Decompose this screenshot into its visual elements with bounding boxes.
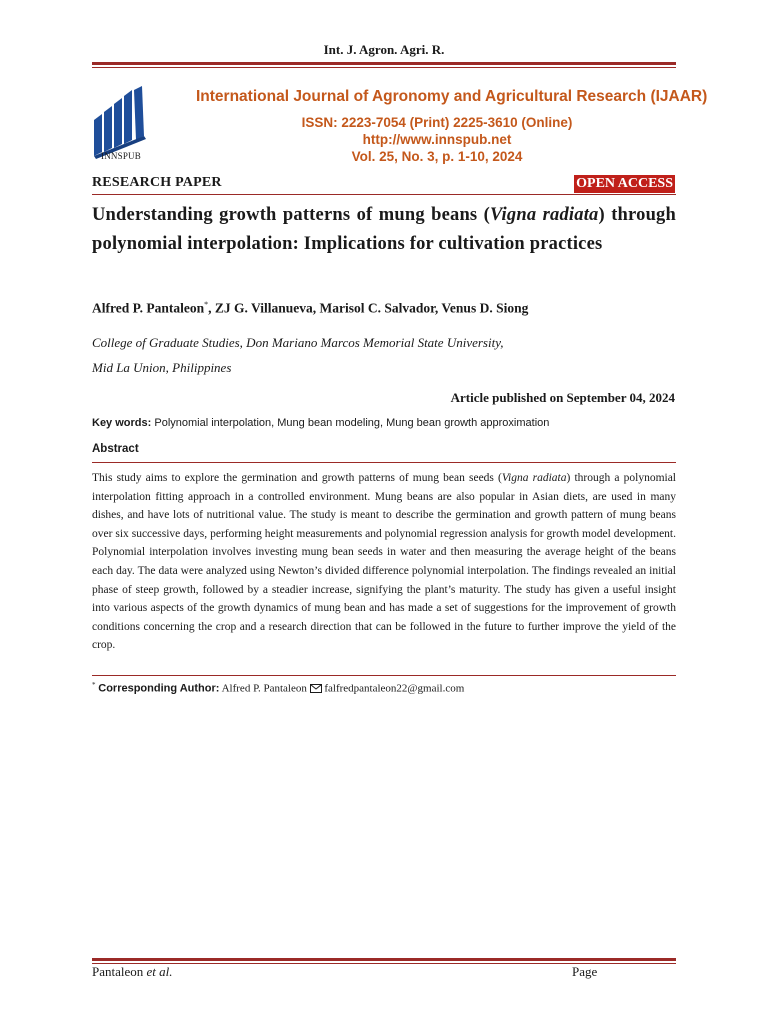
journal-url[interactable]: http://www.innspub.net: [362, 132, 512, 147]
abstract-bottom-rule: [92, 675, 676, 676]
abstract-top-rule: [92, 462, 676, 463]
corresponding-email[interactable]: falfredpantaleon22@gmail.com: [324, 682, 465, 695]
affiliation-line-1: College of Graduate Studies, Don Mariano Marcos Memorial State University,: [92, 335, 504, 350]
paper-title: Understanding growth patterns of mung beans (Vigna radiata) through polynomial interpolation: Implications for cultivation practices: [92, 205, 676, 254]
envelope-icon: [310, 684, 322, 693]
keywords: Key words: Polynomial interpolation, Mung bean modeling, Mung bean growth approximation: [92, 417, 550, 429]
corresponding-mark: *: [204, 300, 209, 309]
corresponding-name: Alfred P. Pantaleon: [221, 682, 307, 695]
footer-author: Pantaleon et al.: [92, 964, 173, 979]
logo-text: INNSPUB: [101, 151, 141, 161]
abstract-species: Vigna radiata: [501, 472, 567, 484]
issn: ISSN: 2223-7054 (Print) 2225-3610 (Online): [301, 115, 573, 130]
paper-type: RESEARCH PAPER: [92, 175, 222, 190]
abstract-heading: Abstract: [92, 443, 139, 455]
volume-info: Vol. 25, No. 3, p. 1-10, 2024: [351, 149, 523, 164]
title-species: Vigna radiata: [490, 205, 599, 225]
open-access-badge: OPEN ACCESS: [576, 176, 673, 191]
footer-page-label: Page: [572, 964, 598, 979]
running-head: Int. J. Agron. Agri. R.: [323, 42, 445, 57]
corresponding-author: * Corresponding Author: Alfred P. Pantaleon falfredpantaleon22@gmail.com: [92, 681, 465, 695]
keywords-label: Key words:: [92, 417, 152, 429]
journal-name: International Journal of Agronomy and Agricultural Research (IJAAR): [196, 88, 708, 105]
author-list: Alfred P. Pantaleon*, ZJ G. Villanueva, Marisol C. Salvador, Venus D. Siong: [92, 300, 529, 316]
publication-date: Article published on September 04, 2024: [450, 390, 675, 405]
affiliation-line-2: Mid La Union, Philippines: [92, 360, 232, 375]
abstract-text: This study aims to explore the germination and growth patterns of mung bean seeds (Vigna radiata) through a polynomial interpolation fitting approach in a controlled environment. Mung beans are also popular in Asian diets, are used in many dishes, and have lots of nutritional value. The study is meant to describe the germination and growth pattern of mung beans over six successive days, performing height measurements and polynomial regression analysis for growth model development. Polynomial interpolation involves investing mung bean seeds in water and then measuring the average height of the beans each day. The data were analyzed using Newton’s divided difference polynomial interpolation. The findings revealed an initial phase of steep growth, followed by a steadier increase, signifying the plant’s maturity. The study has given a useful insight into various aspects of the growth dynamics of mung bean and has made a set of suggestions for the improvement of growth conditions concerning the crop and a research direction that can be followed in the future to further improve the yield of the crop.: [92, 472, 677, 652]
title-rule: [92, 194, 676, 195]
corresponding-label: Corresponding Author:: [98, 682, 220, 695]
